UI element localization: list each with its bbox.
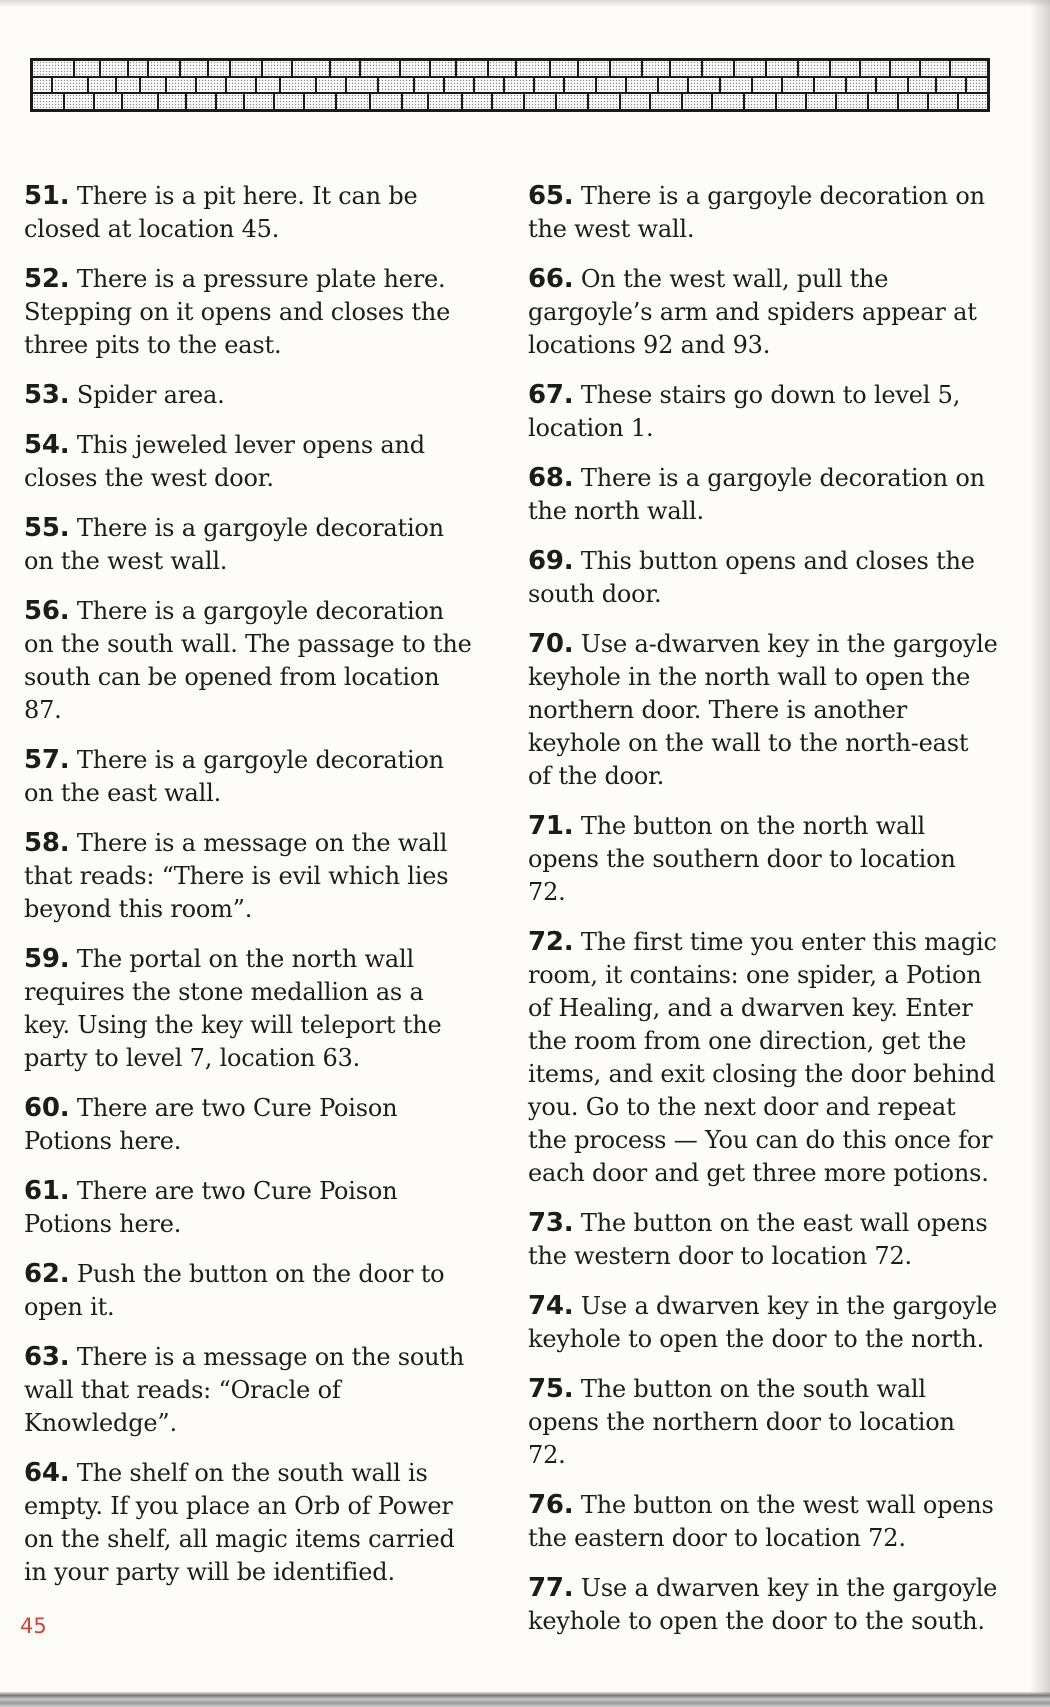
location-entry bbox=[528, 810, 998, 909]
location-number: 61. bbox=[24, 1176, 70, 1206]
location-number: 67. bbox=[528, 380, 574, 410]
location-number: 54. bbox=[24, 430, 70, 460]
location-description: The button on the west wall opens the eastern door to location 72. bbox=[528, 1491, 994, 1552]
location-number: 69. bbox=[528, 546, 574, 576]
page-binding-shadow bbox=[1030, 0, 1050, 1707]
location-entry bbox=[24, 1175, 474, 1241]
location-entry bbox=[24, 1092, 474, 1158]
right-column bbox=[528, 180, 998, 1655]
location-entry bbox=[528, 545, 998, 611]
location-description: There is a pressure plate here. Stepping on it opens and closes the three pits to the east. bbox=[24, 265, 451, 359]
location-entry bbox=[528, 462, 998, 528]
location-entry bbox=[24, 1457, 474, 1589]
location-description: Use a dwarven key in the gargoyle keyhole to open the door to the south. bbox=[528, 1574, 998, 1635]
location-number: 62. bbox=[24, 1259, 70, 1289]
location-description: The button on the south wall opens the northern door to location 72. bbox=[528, 1375, 955, 1469]
location-number: 77. bbox=[528, 1573, 574, 1603]
location-number: 64. bbox=[24, 1458, 70, 1488]
location-entry bbox=[24, 595, 474, 727]
location-number: 68. bbox=[528, 463, 574, 493]
location-description: This button opens and closes the south door. bbox=[528, 547, 975, 608]
location-number: 75. bbox=[528, 1374, 574, 1404]
brick-wall-banner bbox=[30, 58, 990, 112]
location-entry bbox=[528, 180, 998, 246]
location-description: The shelf on the south wall is empty. If you place an Orb of Power on the shelf, all magic items carried in your party will be identified. bbox=[24, 1459, 455, 1586]
location-number: 51. bbox=[24, 181, 70, 211]
location-entry bbox=[24, 827, 474, 926]
location-number: 72. bbox=[528, 927, 574, 957]
location-description: There is a pit here. It can be closed at location 45. bbox=[24, 182, 418, 243]
location-entry bbox=[528, 263, 998, 362]
location-number: 76. bbox=[528, 1490, 574, 1520]
location-number: 74. bbox=[528, 1291, 574, 1321]
location-entry bbox=[24, 943, 474, 1075]
location-description: This jeweled lever opens and closes the west door. bbox=[24, 431, 425, 492]
location-number: 60. bbox=[24, 1093, 70, 1123]
location-entry bbox=[528, 926, 998, 1190]
location-number: 71. bbox=[528, 811, 574, 841]
location-description: Spider area. bbox=[76, 381, 225, 409]
location-entry bbox=[24, 379, 474, 412]
location-description: There are two Cure Poison Potions here. bbox=[24, 1094, 398, 1155]
location-description: The first time you enter this magic room, it contains: one spider, a Potion of Healing, and a dwarven key. Enter the room from one direction, get the items, and exit closing the door behind you. Go to the next door and repeat the process — You can do this once for each door and get three more potions. bbox=[528, 928, 997, 1187]
location-number: 70. bbox=[528, 629, 574, 659]
left-column bbox=[24, 180, 474, 1606]
location-entry bbox=[24, 512, 474, 578]
location-entry bbox=[528, 1207, 998, 1273]
location-description: Use a dwarven key in the gargoyle keyhole to open the door to the north. bbox=[528, 1292, 998, 1353]
location-description: Push the button on the door to open it. bbox=[24, 1260, 445, 1321]
location-number: 55. bbox=[24, 513, 70, 543]
location-entry bbox=[528, 1489, 998, 1555]
location-description: There is a gargoyle decoration on the east wall. bbox=[24, 746, 444, 807]
location-entry bbox=[528, 379, 998, 445]
location-entry bbox=[24, 1258, 474, 1324]
location-description: There is a gargoyle decoration on the west wall. bbox=[24, 514, 444, 575]
location-description: The button on the north wall opens the southern door to location 72. bbox=[528, 812, 956, 906]
location-entry bbox=[24, 1341, 474, 1440]
page-number: 45 bbox=[20, 1614, 47, 1638]
location-entry bbox=[528, 1290, 998, 1356]
location-description: Use a-dwarven key in the gargoyle keyhole in the north wall to open the northern door. There is another keyhole on the wall to the north-east of the door. bbox=[528, 630, 998, 790]
page-bottom-edge bbox=[0, 1681, 1050, 1707]
location-description: There is a gargoyle decoration on the north wall. bbox=[528, 464, 985, 525]
location-entry bbox=[528, 1373, 998, 1472]
location-number: 57. bbox=[24, 745, 70, 775]
location-number: 59. bbox=[24, 944, 70, 974]
location-description: On the west wall, pull the gargoyle’s arm and spiders appear at locations 92 and 93. bbox=[528, 265, 977, 359]
location-number: 63. bbox=[24, 1342, 70, 1372]
location-number: 65. bbox=[528, 181, 574, 211]
location-entry bbox=[24, 744, 474, 810]
location-number: 58. bbox=[24, 828, 70, 858]
location-description: These stairs go down to level 5, location 1. bbox=[528, 381, 961, 442]
location-description: There is a gargoyle decoration on the west wall. bbox=[528, 182, 985, 243]
location-number: 56. bbox=[24, 596, 70, 626]
location-entry bbox=[24, 263, 474, 362]
location-entry bbox=[24, 429, 474, 495]
location-entry bbox=[528, 1572, 998, 1638]
location-description: The portal on the north wall requires the stone medallion as a key. Using the key will teleport the party to level 7, location 63. bbox=[24, 945, 442, 1072]
location-description: There is a message on the south wall that reads: “Oracle of Knowledge”. bbox=[24, 1343, 465, 1437]
location-number: 73. bbox=[528, 1208, 574, 1238]
location-entry bbox=[528, 628, 998, 793]
location-number: 53. bbox=[24, 380, 70, 410]
location-number: 52. bbox=[24, 264, 70, 294]
location-entry bbox=[24, 180, 474, 246]
location-description: There is a gargoyle decoration on the south wall. The passage to the south can be opened from location 87. bbox=[24, 597, 472, 724]
location-number: 66. bbox=[528, 264, 574, 294]
location-description: There is a message on the wall that reads: “There is evil which lies beyond this room”. bbox=[24, 829, 449, 923]
location-description: There are two Cure Poison Potions here. bbox=[24, 1177, 398, 1238]
page-top-edge bbox=[0, 0, 1050, 7]
location-description: The button on the east wall opens the western door to location 72. bbox=[528, 1209, 988, 1270]
